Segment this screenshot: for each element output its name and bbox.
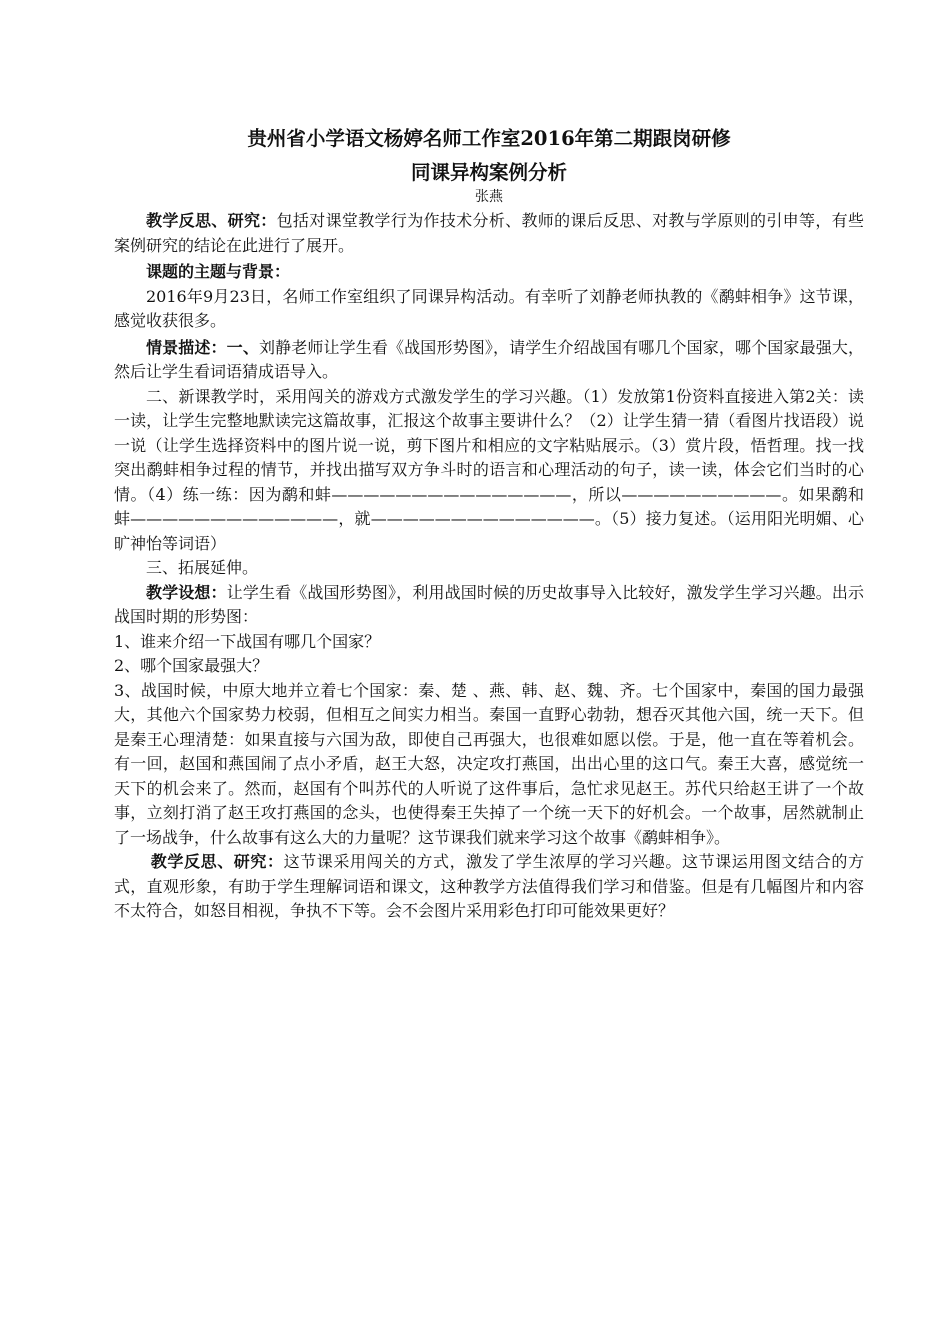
- scene-label: 情景描述：一、: [146, 337, 259, 357]
- question-1: 1、谁来介绍一下战国有哪几个国家？: [114, 631, 381, 651]
- scene-text: 刘静老师让学生看《战国形势图》，请学生介绍战国有哪几个国家，哪个国家最强大，然后让学生看词语猜成语导入。: [114, 337, 864, 381]
- design-label: 教学设想：: [146, 582, 227, 602]
- intro-paragraph: [114, 209, 864, 258]
- design-text: 让学生看《战国形势图》，利用战国时候的历史故事导入比较好，激发学生学习兴趣。出示战国时期的形势图：: [114, 582, 864, 626]
- question-3: 3、战国时候，中原大地并立着七个国家：秦、楚 、燕、韩、赵、魏、齐。七个国家中，秦国的国力最强大，其他六个国家势力校弱，但相互之间实力相当。秦国一直野心勃勃，想吞灭其他六国，统一天下。但是秦王心理清楚：如果直接与六国为敌，即使自己再强大，也很难如愿以偿。于是，他一直在等着机会。有一回，赵国和燕国闹了点小矛盾，赵王大怒，决定攻打燕国，出出心里的这口气。秦王大喜，感觉统一天下的机会来了。然而，赵国有个叫苏代的人听说了这件事后，急忙求见赵王。苏代只给赵王讲了一个故事，立刻打消了赵王攻打燕国的念头，也使得秦王失掉了一个统一天下的好机会。一个故事，居然就制止了一场战争，什么故事有这么大的力量呢？这节课我们就来学习这个故事《鹬蚌相争》。: [114, 680, 864, 847]
- design-paragraph: [114, 581, 864, 630]
- scene-paragraph: [114, 336, 864, 385]
- intro-text: 包括对课堂教学行为作技术分析、教师的课后反思、对教与学原则的引申等，有些案例研究的结论在此进行了展开。: [114, 211, 864, 255]
- intro-label: 教学反思、研究：: [146, 211, 277, 230]
- author-name: 张燕: [475, 189, 503, 205]
- part3-paragraph: 三、拓展延伸。: [146, 558, 259, 577]
- document-title-line1: 贵州省小学语文杨婷名师工作室2016年第二期跟岗研修: [247, 127, 731, 150]
- question-2: 2、哪个国家最强大？: [114, 656, 269, 675]
- reflection-label: 教学反思、研究：: [150, 852, 284, 871]
- theme-paragraph: 2016年9月23日，名师工作室组织了同课异构活动。有幸听了刘静老师执教的《鹬蚌相争》这节课，感觉收获很多。: [114, 286, 864, 330]
- reflection-text: 这节课采用闯关的方式，激发了学生浓厚的学习兴趣。这节课运用图文结合的方式，直观形象，有助于学生理解词语和课文，这种教学方法值得我们学习和借鉴。但是有几幅图片和内容不太符合，如怒目相视，争执不下等。会不会图片采用彩色打印可能效果更好？: [114, 852, 864, 920]
- theme-heading: 课题的主题与背景：: [146, 262, 291, 281]
- part2-paragraph: 二、新课教学时，采用闯关的游戏方式激发学生的学习兴趣。（1）发放第1份资料直接进入第2关：读一读，让学生完整地默读完这篇故事，汇报这个故事主要讲什么？（2）让学生猜一猜（看图片找语段）说一说（让学生选择资料中的图片说一说，剪下图片和相应的文字粘贴展示。（3）赏片段，悟哲理。找一找突出鹬蚌相争过程的情节，并找出描写双方争斗时的语言和心理活动的句子，读一读，体会它们当时的心情。（4）练一练：因为鹬和蚌———————————————，所以——————————。如果鹬和蚌—————————————，就——————————————。（5）接力复述。（运用阳光明媚、心旷神怡等词语）: [114, 386, 864, 553]
- reflection-paragraph: [114, 850, 864, 924]
- document-title-line2: 同课异构案例分析: [410, 161, 567, 184]
- document-page: [114, 118, 864, 924]
